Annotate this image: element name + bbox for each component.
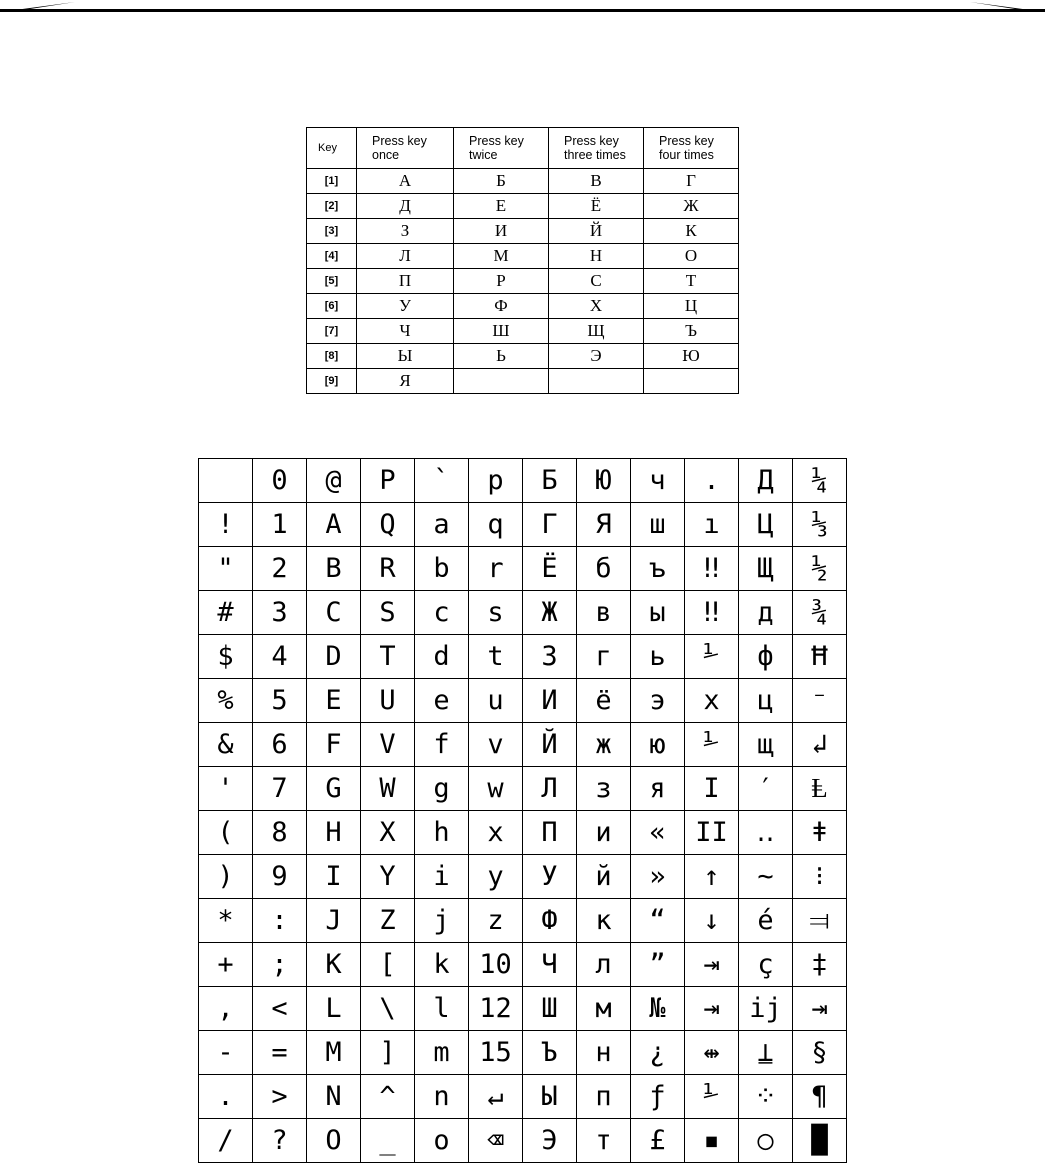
char-glyph: G	[307, 767, 361, 811]
char-glyph: ǂ	[793, 811, 847, 855]
char-glyph: q	[469, 503, 523, 547]
char-glyph: ij	[739, 987, 793, 1031]
char-glyph: T	[361, 635, 415, 679]
char-glyph: ⅟	[685, 723, 739, 767]
char-glyph: “	[631, 899, 685, 943]
char-glyph: v	[469, 723, 523, 767]
char-glyph: Э	[523, 1119, 577, 1163]
char-grid-row	[199, 767, 847, 811]
key-letter: Е	[454, 194, 549, 219]
char-glyph: Ъ	[523, 1031, 577, 1075]
char-glyph: и	[577, 811, 631, 855]
char-glyph: "	[199, 547, 253, 591]
character-set-grid	[198, 458, 847, 1163]
char-glyph: в	[577, 591, 631, 635]
char-glyph: ⅓	[793, 503, 847, 547]
char-glyph: §	[793, 1031, 847, 1075]
char-glyph: ⫤	[793, 899, 847, 943]
key-label: [4]	[307, 244, 357, 269]
key-table-row	[307, 294, 739, 319]
key-table-row	[307, 219, 739, 244]
char-glyph: Y	[361, 855, 415, 899]
key-letter: В	[549, 169, 644, 194]
char-glyph: ь	[631, 635, 685, 679]
char-glyph: №	[631, 987, 685, 1031]
char-glyph: X	[361, 811, 415, 855]
char-grid-row	[199, 1075, 847, 1119]
char-glyph: H	[307, 811, 361, 855]
char-glyph: Л	[523, 767, 577, 811]
key-letter: Ё	[549, 194, 644, 219]
key-letter: К	[644, 219, 739, 244]
char-glyph: I	[685, 767, 739, 811]
char-glyph: ж	[577, 723, 631, 767]
char-glyph: Ш	[523, 987, 577, 1031]
char-glyph: к	[577, 899, 631, 943]
char-grid-row	[199, 679, 847, 723]
key-table-header-row	[307, 128, 739, 169]
char-glyph: Ⱡ	[793, 767, 847, 811]
char-glyph: л	[577, 943, 631, 987]
key-label: [5]	[307, 269, 357, 294]
char-glyph: [	[361, 943, 415, 987]
char-glyph: ”	[631, 943, 685, 987]
char-glyph: ч	[631, 459, 685, 503]
char-glyph: щ	[739, 723, 793, 767]
char-glyph: г	[577, 635, 631, 679]
char-glyph: З	[523, 635, 577, 679]
char-glyph: ^	[361, 1075, 415, 1119]
char-glyph: \	[361, 987, 415, 1031]
char-glyph: ⇥	[685, 943, 739, 987]
char-glyph: ⇥	[685, 987, 739, 1031]
char-glyph: F	[307, 723, 361, 767]
char-glyph: ⌫	[469, 1119, 523, 1163]
char-glyph: ▪	[685, 1119, 739, 1163]
char-glyph: $	[199, 635, 253, 679]
char-glyph: I	[307, 855, 361, 899]
char-glyph: Я	[577, 503, 631, 547]
char-glyph: g	[415, 767, 469, 811]
char-glyph: d	[415, 635, 469, 679]
char-grid-row	[199, 503, 847, 547]
char-glyph: a	[415, 503, 469, 547]
char-grid-row	[199, 459, 847, 503]
char-glyph: Q	[361, 503, 415, 547]
char-glyph: r	[469, 547, 523, 591]
char-glyph: ı	[685, 503, 739, 547]
char-glyph: ⁘	[739, 1075, 793, 1119]
char-glyph: i	[415, 855, 469, 899]
char-glyph: Ё	[523, 547, 577, 591]
char-glyph: Z	[361, 899, 415, 943]
key-letter: Х	[549, 294, 644, 319]
key-letter: Ъ	[644, 319, 739, 344]
char-glyph: У	[523, 855, 577, 899]
char-glyph: Ж	[523, 591, 577, 635]
char-glyph: L	[307, 987, 361, 1031]
key-letter: И	[454, 219, 549, 244]
char-glyph: █	[793, 1119, 847, 1163]
char-glyph: é	[739, 899, 793, 943]
char-glyph: з	[577, 767, 631, 811]
char-glyph: ⍊	[739, 1031, 793, 1075]
char-glyph: ?	[253, 1119, 307, 1163]
char-glyph: `	[415, 459, 469, 503]
char-grid-row	[199, 811, 847, 855]
key-label: [1]	[307, 169, 357, 194]
char-glyph: 12	[469, 987, 523, 1031]
key-letter: Э	[549, 344, 644, 369]
key-table-row	[307, 369, 739, 394]
key-letter: У	[357, 294, 454, 319]
char-glyph: Ю	[577, 459, 631, 503]
char-glyph: j	[415, 899, 469, 943]
char-glyph: ‡	[793, 943, 847, 987]
char-glyph: ы	[631, 591, 685, 635]
key-label: [6]	[307, 294, 357, 319]
char-glyph: х	[685, 679, 739, 723]
char-glyph: Г	[523, 503, 577, 547]
char-glyph: 1	[253, 503, 307, 547]
char-glyph: э	[631, 679, 685, 723]
char-glyph: h	[415, 811, 469, 855]
char-glyph: :	[253, 899, 307, 943]
char-glyph: t	[469, 635, 523, 679]
char-glyph: e	[415, 679, 469, 723]
char-glyph: я	[631, 767, 685, 811]
char-glyph: -	[199, 1031, 253, 1075]
key-table-row	[307, 169, 739, 194]
char-glyph: ⁻	[793, 679, 847, 723]
char-glyph: p	[469, 459, 523, 503]
key-letter	[454, 369, 549, 394]
key-letter: Ф	[454, 294, 549, 319]
char-glyph: +	[199, 943, 253, 987]
char-glyph: ~	[739, 855, 793, 899]
char-glyph: И	[523, 679, 577, 723]
char-glyph: ф	[739, 635, 793, 679]
char-glyph: ½	[793, 547, 847, 591]
key-letter: Д	[357, 194, 454, 219]
char-glyph: V	[361, 723, 415, 767]
char-glyph: <	[253, 987, 307, 1031]
char-glyph: 4	[253, 635, 307, 679]
key-letter: Л	[357, 244, 454, 269]
char-glyph: ↑	[685, 855, 739, 899]
key-letter: А	[357, 169, 454, 194]
char-glyph: *	[199, 899, 253, 943]
char-glyph: м	[577, 987, 631, 1031]
char-glyph: ⇹	[685, 1031, 739, 1075]
char-glyph: f	[415, 723, 469, 767]
header-rule	[0, 0, 1045, 22]
key-letter: Щ	[549, 319, 644, 344]
key-letter: Б	[454, 169, 549, 194]
char-glyph: 7	[253, 767, 307, 811]
char-glyph: K	[307, 943, 361, 987]
char-glyph: D	[307, 635, 361, 679]
char-glyph: .	[199, 1075, 253, 1119]
char-glyph: m	[415, 1031, 469, 1075]
char-glyph: E	[307, 679, 361, 723]
char-glyph: l	[415, 987, 469, 1031]
key-label: [7]	[307, 319, 357, 344]
char-glyph: £	[631, 1119, 685, 1163]
char-glyph: ↵	[469, 1075, 523, 1119]
char-glyph: д	[739, 591, 793, 635]
char-glyph: n	[415, 1075, 469, 1119]
char-grid-row	[199, 943, 847, 987]
char-glyph: /	[199, 1119, 253, 1163]
char-glyph: 2	[253, 547, 307, 591]
key-label: [9]	[307, 369, 357, 394]
header-four-times: Press key four times	[644, 128, 739, 169]
char-glyph: 15	[469, 1031, 523, 1075]
char-glyph: J	[307, 899, 361, 943]
char-glyph: т	[577, 1119, 631, 1163]
char-glyph: M	[307, 1031, 361, 1075]
char-glyph: W	[361, 767, 415, 811]
char-glyph: ƒ	[631, 1075, 685, 1119]
char-glyph: _	[361, 1119, 415, 1163]
char-glyph: )	[199, 855, 253, 899]
char-glyph: ¶	[793, 1075, 847, 1119]
char-grid-row	[199, 547, 847, 591]
char-glyph: »	[631, 855, 685, 899]
key-letter: П	[357, 269, 454, 294]
char-glyph: >	[253, 1075, 307, 1119]
key-letter: Ш	[454, 319, 549, 344]
char-glyph: п	[577, 1075, 631, 1119]
char-glyph: П	[523, 811, 577, 855]
char-glyph: ○	[739, 1119, 793, 1163]
char-glyph: н	[577, 1031, 631, 1075]
char-grid-row	[199, 899, 847, 943]
char-glyph: ′	[739, 767, 793, 811]
char-glyph: ю	[631, 723, 685, 767]
char-glyph: ⅟	[685, 1075, 739, 1119]
char-glyph: '	[199, 767, 253, 811]
key-letter: Й	[549, 219, 644, 244]
char-glyph: 3	[253, 591, 307, 635]
char-glyph: Й	[523, 723, 577, 767]
key-table-row	[307, 319, 739, 344]
char-glyph: 9	[253, 855, 307, 899]
char-glyph: Ħ	[793, 635, 847, 679]
char-glyph: u	[469, 679, 523, 723]
char-grid-row	[199, 1119, 847, 1163]
char-grid-row	[199, 723, 847, 767]
key-letter: З	[357, 219, 454, 244]
char-grid-row	[199, 591, 847, 635]
char-glyph: ç	[739, 943, 793, 987]
char-glyph: Ф	[523, 899, 577, 943]
key-letter	[644, 369, 739, 394]
char-glyph: ,	[199, 987, 253, 1031]
char-glyph: ⁝	[793, 855, 847, 899]
char-glyph: @	[307, 459, 361, 503]
char-glyph: R	[361, 547, 415, 591]
char-glyph: ↓	[685, 899, 739, 943]
char-glyph: B	[307, 547, 361, 591]
char-glyph: 0	[253, 459, 307, 503]
char-glyph: ъ	[631, 547, 685, 591]
key-table-row	[307, 344, 739, 369]
char-glyph: «	[631, 811, 685, 855]
char-glyph: (	[199, 811, 253, 855]
key-letter: Я	[357, 369, 454, 394]
header-three-times: Press key three times	[549, 128, 644, 169]
key-letter: М	[454, 244, 549, 269]
key-label: [8]	[307, 344, 357, 369]
char-glyph: Ц	[739, 503, 793, 547]
char-glyph: S	[361, 591, 415, 635]
char-grid-row	[199, 855, 847, 899]
char-grid-row	[199, 1031, 847, 1075]
char-glyph: C	[307, 591, 361, 635]
char-glyph: ;	[253, 943, 307, 987]
char-grid-row	[199, 987, 847, 1031]
cyrillic-key-table	[306, 127, 739, 394]
char-glyph: .	[685, 459, 739, 503]
key-table-row	[307, 194, 739, 219]
char-glyph: b	[415, 547, 469, 591]
key-label: [2]	[307, 194, 357, 219]
key-letter	[549, 369, 644, 394]
char-glyph: O	[307, 1119, 361, 1163]
char-glyph: c	[415, 591, 469, 635]
char-glyph: 10	[469, 943, 523, 987]
char-glyph: w	[469, 767, 523, 811]
char-glyph: II	[685, 811, 739, 855]
char-glyph: ё	[577, 679, 631, 723]
header-once: Press key once	[357, 128, 454, 169]
char-glyph: ⇥	[793, 987, 847, 1031]
key-table-row	[307, 269, 739, 294]
key-letter: О	[644, 244, 739, 269]
header-twice: Press key twice	[454, 128, 549, 169]
header-key: Key	[307, 128, 357, 169]
char-glyph: 5	[253, 679, 307, 723]
key-letter: Ц	[644, 294, 739, 319]
char-glyph: ¼	[793, 459, 847, 503]
key-letter: С	[549, 269, 644, 294]
key-letter: Ь	[454, 344, 549, 369]
key-letter: Ж	[644, 194, 739, 219]
char-glyph: &	[199, 723, 253, 767]
key-label: [3]	[307, 219, 357, 244]
char-glyph: Ч	[523, 943, 577, 987]
char-glyph: P	[361, 459, 415, 503]
char-glyph: o	[415, 1119, 469, 1163]
char-glyph: ш	[631, 503, 685, 547]
char-glyph: ‼	[685, 547, 739, 591]
key-letter: Ю	[644, 344, 739, 369]
char-glyph: ¾	[793, 591, 847, 635]
char-glyph: A	[307, 503, 361, 547]
char-glyph: ]	[361, 1031, 415, 1075]
char-glyph: Ы	[523, 1075, 577, 1119]
char-glyph: ц	[739, 679, 793, 723]
key-letter: Ы	[357, 344, 454, 369]
char-glyph: y	[469, 855, 523, 899]
key-letter: Н	[549, 244, 644, 269]
char-glyph: U	[361, 679, 415, 723]
char-glyph: ‥	[739, 811, 793, 855]
char-glyph: N	[307, 1075, 361, 1119]
char-glyph: Д	[739, 459, 793, 503]
char-glyph: =	[253, 1031, 307, 1075]
key-table-row	[307, 244, 739, 269]
char-glyph: x	[469, 811, 523, 855]
char-glyph: k	[415, 943, 469, 987]
char-glyph: ¿	[631, 1031, 685, 1075]
char-glyph	[199, 459, 253, 503]
char-glyph: б	[577, 547, 631, 591]
char-glyph: ‼	[685, 591, 739, 635]
char-glyph: !	[199, 503, 253, 547]
char-glyph: ⅟	[685, 635, 739, 679]
char-glyph: #	[199, 591, 253, 635]
key-letter: Г	[644, 169, 739, 194]
char-glyph: ↲	[793, 723, 847, 767]
char-glyph: 8	[253, 811, 307, 855]
char-glyph: 6	[253, 723, 307, 767]
char-glyph: й	[577, 855, 631, 899]
char-glyph: %	[199, 679, 253, 723]
char-glyph: z	[469, 899, 523, 943]
char-glyph: Б	[523, 459, 577, 503]
key-letter: Р	[454, 269, 549, 294]
char-glyph: Щ	[739, 547, 793, 591]
char-glyph: s	[469, 591, 523, 635]
key-letter: Т	[644, 269, 739, 294]
key-letter: Ч	[357, 319, 454, 344]
char-grid-row	[199, 635, 847, 679]
